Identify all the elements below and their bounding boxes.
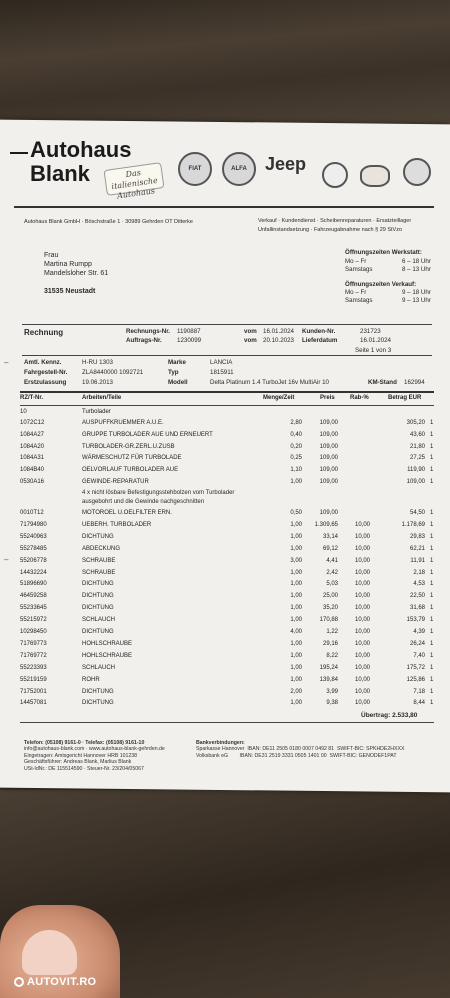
rechnung-nr-label: Rechnungs-Nr. bbox=[126, 328, 171, 335]
cell-txt: DICHTUNG bbox=[82, 581, 114, 588]
cell-menge: 1,00 bbox=[290, 640, 302, 647]
cell-betrag: 54,50 bbox=[409, 510, 425, 516]
cell-rab: 10,00 bbox=[354, 593, 370, 600]
cell-txt: DICHTUNG bbox=[82, 605, 114, 612]
marke-label: Marke bbox=[168, 359, 186, 366]
table-header bbox=[20, 395, 435, 405]
page-indicator: Seite 1 von 3 bbox=[355, 347, 392, 354]
table-row bbox=[20, 581, 435, 591]
cell-betrag: 11,91 bbox=[410, 557, 425, 564]
note-line-1: 4 x nicht lösbare Befestigungsstehbolzen vom Turbolader bbox=[82, 490, 235, 496]
cell-menge: 1,00 bbox=[290, 533, 302, 540]
workshop-days: Samstags bbox=[345, 266, 373, 273]
cell-txt: ROHR bbox=[82, 676, 100, 683]
cell-betrag: 7,18 bbox=[413, 688, 425, 695]
footer-tax: USt-IdNr.: DE 115514590 · Steuer-Nr. 23/204/05067 bbox=[24, 765, 144, 772]
group-nr: 10 bbox=[20, 409, 27, 415]
col-header-text: Arbeiten/Teile bbox=[82, 395, 122, 401]
cell-betrag: 153,79 bbox=[406, 617, 425, 624]
recipient-salutation: Frau bbox=[44, 252, 59, 259]
recipient-name: Martina Rumpp bbox=[44, 261, 92, 268]
cell-mw: 1 bbox=[430, 455, 434, 462]
cell-preis: 2,42 bbox=[326, 569, 338, 576]
recipient-street: Mandelsloher Str. 61 bbox=[44, 270, 109, 277]
tagline-badge: Das italienische Autohaus bbox=[103, 162, 164, 196]
note-line-2: ausgebohrt und die Gewinde nachgeschnitten bbox=[82, 499, 205, 505]
cell-mw: 1 bbox=[430, 533, 434, 540]
rechnung-date: 16.01.2024 bbox=[263, 328, 294, 335]
col-header-rab: Rab-% bbox=[350, 395, 369, 401]
table-divider-header bbox=[20, 405, 434, 406]
table-row bbox=[20, 420, 435, 430]
autovit-logo-icon bbox=[14, 977, 24, 987]
cell-txt: DICHTUNG bbox=[82, 688, 114, 695]
cell-betrag: 27,25 bbox=[409, 455, 425, 462]
cell-betrag: 62,21 bbox=[409, 545, 425, 552]
cell-menge: 1,00 bbox=[290, 479, 302, 485]
table-row bbox=[20, 432, 435, 442]
cell-menge: 1,00 bbox=[290, 521, 302, 528]
cell-menge: 1,00 bbox=[290, 545, 302, 552]
cell-preis: 29,16 bbox=[322, 640, 338, 647]
cell-nr: 51896690 bbox=[20, 581, 47, 588]
cell-betrag: 29,83 bbox=[409, 533, 425, 540]
sales-time: 9 – 13 Uhr bbox=[402, 297, 431, 304]
jeep-logo: Jeep bbox=[265, 154, 307, 174]
cell-rab: 10,00 bbox=[354, 545, 370, 552]
table-row bbox=[20, 653, 435, 663]
cell-txt: DICHTUNG bbox=[82, 629, 114, 635]
km-label: KM-Stand bbox=[368, 379, 397, 386]
cell-menge: 1,10 bbox=[290, 467, 302, 474]
cell-txt: WÄRMESCHUTZ FÜR TURBOLADE bbox=[82, 455, 182, 462]
marke: LANCIA bbox=[210, 359, 233, 366]
workshop-hours-title: Öffnungszeiten Werkstatt: bbox=[345, 249, 422, 256]
cell-preis: 109,00 bbox=[319, 467, 338, 474]
cell-menge: 4,00 bbox=[290, 629, 302, 635]
cell-mw: 1 bbox=[430, 581, 434, 588]
cell-preis: 8,22 bbox=[326, 652, 338, 659]
cell-nr: 71769773 bbox=[20, 640, 47, 647]
cell-mw: 1 bbox=[430, 431, 434, 438]
cell-mw: 1 bbox=[430, 569, 434, 576]
ez-label: Erstzulassung bbox=[24, 379, 67, 386]
table-row bbox=[20, 467, 435, 477]
table-row bbox=[20, 522, 435, 532]
wooden-table-top bbox=[0, 0, 450, 135]
kunden-nr: 231723 bbox=[360, 328, 381, 335]
cell-txt: SCHLAUCH bbox=[82, 664, 116, 671]
cell-menge: 1,00 bbox=[290, 581, 302, 588]
cell-txt: SCHRAUBE bbox=[82, 569, 116, 576]
cell-txt: GEWINDE-REPARATUR bbox=[82, 479, 149, 485]
cell-nr: 55215972 bbox=[20, 617, 47, 624]
modell: Delta Platinum 1.4 TurboJet 16v MultiAir 10 bbox=[210, 379, 329, 386]
col-header-betrag: Betrag EUR bbox=[388, 395, 422, 401]
cell-preis: 170,88 bbox=[319, 617, 338, 624]
cell-nr: 0010T12 bbox=[20, 510, 44, 516]
lancia-logo-icon bbox=[322, 162, 348, 188]
cell-preis: 109,00 bbox=[319, 443, 338, 450]
cell-rab: 10,00 bbox=[354, 629, 370, 635]
col-header-menge: Menge/Zeit bbox=[263, 395, 295, 401]
cell-preis: 1,22 bbox=[326, 629, 338, 635]
table-row bbox=[20, 629, 435, 639]
fgst-label: Fahrgestell-Nr. bbox=[24, 369, 68, 376]
cell-mw: 1 bbox=[430, 688, 434, 695]
cell-nr: 71769772 bbox=[20, 652, 47, 659]
cell-rab: 10,00 bbox=[354, 688, 370, 695]
cell-menge: 1,00 bbox=[290, 605, 302, 612]
cell-preis: 4,41 bbox=[326, 557, 338, 564]
invoice-title: Rechnung bbox=[24, 328, 64, 337]
cell-rab: 10,00 bbox=[354, 569, 370, 576]
cell-nr: 10298450 bbox=[20, 629, 47, 635]
cell-betrag: 109,00 bbox=[406, 479, 425, 485]
cell-rab: 10,00 bbox=[354, 640, 370, 647]
cell-rab: 10,00 bbox=[354, 617, 370, 624]
cell-preis: 33,14 bbox=[322, 533, 338, 540]
vom-label: vom bbox=[244, 328, 257, 335]
lieferdatum-label: Lieferdatum bbox=[302, 337, 338, 344]
cell-preis: 109,00 bbox=[319, 455, 338, 462]
cell-txt: HOHLSCHRAUBE bbox=[82, 652, 133, 659]
auftrag-date: 20.10.2023 bbox=[263, 337, 294, 344]
cell-menge: 1,00 bbox=[290, 700, 302, 707]
cell-nr: 55233645 bbox=[20, 605, 47, 612]
cell-preis: 1.309,65 bbox=[314, 521, 338, 528]
cell-rab: 10,00 bbox=[354, 676, 370, 683]
cell-preis: 109,00 bbox=[319, 431, 338, 438]
table-row bbox=[20, 593, 435, 603]
invoice-divider-2 bbox=[22, 355, 432, 356]
watermark-text: AUTOVIT.RO bbox=[27, 976, 97, 988]
cell-preis: 195,24 bbox=[319, 664, 338, 671]
table-divider-bottom bbox=[20, 722, 434, 723]
cell-preis: 9,38 bbox=[326, 700, 338, 707]
table-row bbox=[20, 570, 435, 580]
cell-menge: 0,50 bbox=[290, 510, 302, 516]
cell-rab: 10,00 bbox=[354, 664, 370, 671]
cell-txt: DICHTUNG bbox=[82, 533, 114, 540]
cell-preis: 69,12 bbox=[322, 545, 338, 552]
cell-txt: ABDECKUNG bbox=[82, 545, 121, 552]
cell-mw: 1 bbox=[430, 557, 434, 564]
sales-days: Mo – Fr bbox=[345, 289, 367, 296]
sales-time: 9 – 18 Uhr bbox=[402, 289, 431, 296]
cell-menge: 1,00 bbox=[290, 664, 302, 671]
modell-label: Modell bbox=[168, 379, 188, 386]
workshop-time: 8 – 13 Uhr bbox=[402, 266, 431, 273]
cell-nr: 1072C12 bbox=[20, 420, 45, 426]
rechnung-nr: 1190887 bbox=[177, 328, 201, 335]
cell-preis: 35,20 bbox=[322, 605, 338, 612]
logo-line-1: Autohaus bbox=[30, 137, 132, 162]
bank-line: Sparkasse Hannover IBAN: DE11 2505 0180 0007 0492 81 SWIFT-BIC: SPKHDE2HXXX bbox=[196, 746, 405, 753]
km: 162994 bbox=[404, 379, 425, 386]
cell-preis: 109,00 bbox=[319, 479, 338, 485]
cell-mw: 1 bbox=[430, 443, 434, 450]
col-header-nr: RZ/T-Nr. bbox=[20, 395, 44, 401]
abarth-logo-icon bbox=[403, 158, 431, 186]
cell-nr: 55278485 bbox=[20, 545, 47, 552]
table-divider-top bbox=[20, 391, 434, 393]
cell-mw: 1 bbox=[430, 617, 434, 624]
cell-txt: SCHLAUCH bbox=[82, 617, 116, 624]
group-title: Turbolader bbox=[82, 409, 111, 415]
cell-menge: 1,00 bbox=[290, 593, 302, 600]
table-row bbox=[20, 479, 435, 489]
auftrag-nr: 1230099 bbox=[177, 337, 202, 344]
cell-betrag: 175,72 bbox=[406, 664, 425, 671]
cell-mw: 1 bbox=[430, 545, 434, 552]
vom-label: vom bbox=[244, 337, 257, 344]
table-row bbox=[20, 455, 435, 465]
cell-mw: 1 bbox=[430, 593, 434, 600]
fiat-logo-icon: FIAT bbox=[178, 152, 212, 186]
cell-menge: 2,80 bbox=[290, 420, 302, 426]
table-row bbox=[20, 558, 435, 568]
cell-nr: 14457081 bbox=[20, 700, 47, 707]
cell-nr: 55223393 bbox=[20, 664, 47, 671]
header-divider bbox=[14, 206, 434, 208]
table-row bbox=[20, 534, 435, 544]
cell-txt: AUSPUFFKRUEMMER A.U.E. bbox=[82, 420, 164, 426]
sales-hours-title: Öffnungszeiten Verkauf: bbox=[345, 281, 417, 288]
bank-title: Bankverbindungen: bbox=[196, 740, 245, 746]
group-row bbox=[20, 409, 435, 419]
cell-betrag: 4,53 bbox=[413, 581, 425, 588]
cell-mw: 1 bbox=[430, 467, 434, 474]
table-row bbox=[20, 605, 435, 615]
footer-web: info@autohaus-blank.com · www.autohaus-blank-gehrden.de bbox=[24, 746, 165, 753]
invoice-divider bbox=[22, 324, 432, 325]
cell-txt: OELVORLAUF TURBOLADER AUE bbox=[82, 467, 179, 474]
cell-menge: 0,20 bbox=[290, 443, 302, 450]
cell-rab: 10,00 bbox=[354, 605, 370, 612]
workshop-days: Mo – Fr bbox=[345, 258, 367, 265]
fiat-professional-logo-icon bbox=[360, 165, 390, 187]
cell-betrag: 31,68 bbox=[409, 605, 425, 612]
cell-betrag: 125,86 bbox=[406, 676, 425, 683]
cell-menge: 0,40 bbox=[290, 431, 302, 438]
cell-mw: 1 bbox=[430, 605, 434, 612]
cell-mw: 1 bbox=[430, 521, 434, 528]
cell-betrag: 1.178,69 bbox=[401, 521, 425, 528]
cell-txt: GRUPPE TURBOLADER AUE UND ERNEUERT bbox=[82, 431, 213, 438]
cell-betrag: 21,80 bbox=[409, 443, 425, 450]
cell-nr: 1084B40 bbox=[20, 467, 45, 474]
table-row bbox=[20, 641, 435, 651]
cell-mw: 1 bbox=[430, 420, 434, 426]
table-row bbox=[20, 677, 435, 687]
fgst: ZLA8440000 1092721 bbox=[82, 369, 144, 376]
cell-nr: 14432224 bbox=[20, 569, 47, 576]
cell-preis: 5,03 bbox=[326, 581, 338, 588]
cell-rab: 10,00 bbox=[354, 557, 370, 564]
cell-mw: 1 bbox=[430, 652, 434, 659]
cell-rab: 10,00 bbox=[354, 581, 370, 588]
cell-mw: 1 bbox=[430, 640, 434, 647]
cell-mw: 1 bbox=[430, 664, 434, 671]
cell-rab: 10,00 bbox=[354, 700, 370, 707]
sales-days: Samstags bbox=[345, 297, 373, 304]
cell-txt: HOHLSCHRAUBE bbox=[82, 640, 133, 647]
auftrag-nr-label: Auftrags-Nr. bbox=[126, 337, 162, 344]
cell-txt: DICHTUNG bbox=[82, 700, 114, 707]
cell-betrag: 22,50 bbox=[409, 593, 425, 600]
recipient-city: 31535 Neustadt bbox=[44, 288, 96, 295]
fold-mark: ‒ bbox=[4, 358, 9, 367]
cell-txt: UEBERH. TURBOLADER bbox=[82, 521, 152, 528]
cell-betrag: 26,24 bbox=[409, 640, 425, 647]
table-row bbox=[20, 665, 435, 675]
cell-nr: 1084A27 bbox=[20, 431, 45, 438]
cell-preis: 3,99 bbox=[326, 688, 338, 695]
cell-mw: 1 bbox=[430, 510, 434, 516]
cell-nr: 55240963 bbox=[20, 533, 47, 540]
services-line-2: Unfallinstandsetzung · Fahrzeugabnahme nach § 29 StVzo bbox=[258, 227, 403, 233]
services-line-1: Verkauf · Kundendienst · Scheibenreparaturen · Ersatzteillager bbox=[258, 218, 412, 224]
workshop-time: 6 – 18 Uhr bbox=[402, 258, 431, 265]
kennz: H-RU 1303 bbox=[82, 359, 113, 366]
cell-txt: TURBOLADER-GR.ZERL.U.ZUSB bbox=[82, 443, 175, 450]
cell-betrag: 119,90 bbox=[407, 467, 425, 474]
lieferdatum: 16.01.2024 bbox=[360, 337, 391, 344]
cell-rab: 10,00 bbox=[354, 521, 370, 528]
footer-contact bbox=[24, 740, 165, 772]
cell-nr: 55206778 bbox=[20, 557, 47, 564]
alfa-romeo-logo-icon: ALFA bbox=[222, 152, 256, 186]
cell-nr: 0530A16 bbox=[20, 479, 45, 485]
table-row bbox=[20, 510, 435, 520]
cell-txt: SCHRAUBE bbox=[82, 557, 116, 564]
carry-over: Übertrag: 2.533,80 bbox=[361, 712, 418, 719]
cell-mw: 1 bbox=[430, 479, 434, 485]
cell-menge: 1,00 bbox=[290, 569, 302, 576]
cell-preis: 109,00 bbox=[319, 420, 338, 426]
cell-nr: 1084A31 bbox=[20, 455, 45, 462]
table-row bbox=[20, 444, 435, 454]
cell-menge: 1,00 bbox=[290, 652, 302, 659]
cell-rab: 10,00 bbox=[354, 652, 370, 659]
cell-betrag: 4,39 bbox=[413, 629, 425, 635]
typ-label: Typ bbox=[168, 369, 179, 376]
cell-preis: 139,84 bbox=[319, 676, 338, 683]
cell-mw: 1 bbox=[430, 629, 434, 635]
cell-menge: 3,00 bbox=[290, 557, 302, 564]
cell-menge: 1,00 bbox=[290, 676, 302, 683]
cell-betrag: 7,40 bbox=[413, 652, 425, 659]
cell-betrag: 8,44 bbox=[413, 700, 425, 707]
table-row bbox=[20, 700, 435, 710]
cell-betrag: 43,60 bbox=[409, 431, 425, 438]
cell-menge: 2,00 bbox=[290, 688, 302, 695]
typ: 1815911 bbox=[210, 369, 234, 376]
cell-preis: 25,00 bbox=[322, 593, 338, 600]
footer-managers: Geschäftsführer: Andreas Blank, Marlius Blank bbox=[24, 759, 132, 766]
cell-menge: 0,25 bbox=[290, 455, 302, 462]
cell-betrag: 305,20 bbox=[406, 420, 425, 426]
sender-line: Autohaus Blank GmbH · Böschstraße 1 · 30989 Gehrden OT Ditterke bbox=[24, 219, 193, 225]
cell-betrag: 2,18 bbox=[413, 569, 425, 576]
cell-preis: 109,00 bbox=[319, 510, 338, 516]
cell-nr: 46459258 bbox=[20, 593, 47, 600]
cell-nr: 55219159 bbox=[20, 676, 47, 683]
fold-mark-2: ‒ bbox=[4, 555, 9, 564]
cell-rab: 10,00 bbox=[354, 533, 370, 540]
footer-register: Eingetragen: Amtsgericht Hannover HRB 101238 bbox=[24, 752, 138, 759]
footer-phone: Telefon: (05108) 9161-0 · Telefax: (05108) 9161-10 bbox=[24, 740, 145, 746]
table-row bbox=[20, 617, 435, 627]
cell-txt: MOTOROEL U.OELFILTER ERN. bbox=[82, 510, 172, 516]
cell-txt: DICHTUNG bbox=[82, 593, 114, 600]
bank-line: Volksbank eG IBAN: DE31 2519 3331 0505 1401 00 SWIFT-BIC: GENODEF1PAT bbox=[196, 752, 397, 759]
watermark bbox=[14, 976, 96, 988]
ez: 19.06.2013 bbox=[82, 379, 113, 386]
col-header-preis: Preis bbox=[320, 395, 335, 401]
cell-mw: 1 bbox=[430, 700, 434, 707]
footer-banks bbox=[196, 740, 404, 759]
kennz-label: Amtl. Kennz. bbox=[24, 359, 62, 366]
cell-mw: 1 bbox=[430, 676, 434, 683]
cell-nr: 71794980 bbox=[20, 521, 47, 528]
cell-menge: 1,00 bbox=[290, 617, 302, 624]
logo-line-2: Blank bbox=[30, 161, 90, 186]
cell-nr: 1084A20 bbox=[20, 443, 45, 450]
table-row bbox=[20, 546, 435, 556]
kunden-nr-label: Kunden-Nr. bbox=[302, 328, 336, 335]
cell-nr: 71752001 bbox=[20, 688, 47, 695]
table-row bbox=[20, 689, 435, 699]
